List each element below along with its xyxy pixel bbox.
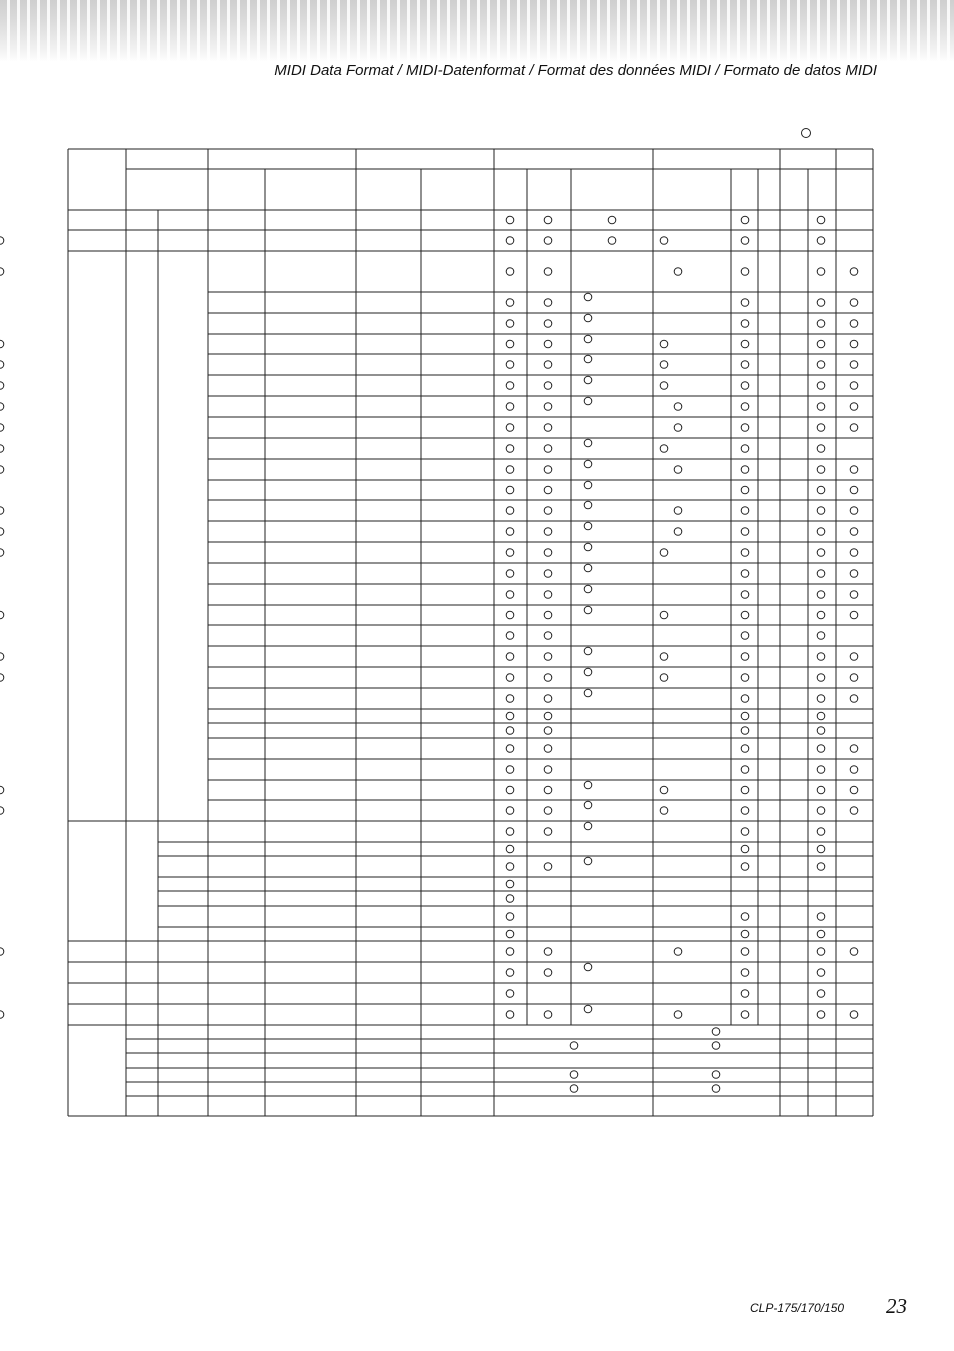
supported-circle-icon <box>570 1071 578 1079</box>
supported-circle-icon <box>817 745 825 753</box>
supported-circle-icon <box>741 216 749 224</box>
supported-circle-icon <box>741 466 749 474</box>
supported-circle-icon <box>506 528 514 536</box>
supported-circle-icon <box>584 689 592 697</box>
supported-circle-icon <box>660 786 668 794</box>
supported-circle-icon <box>584 564 592 572</box>
supported-circle-icon <box>584 781 592 789</box>
supported-circle-icon <box>0 424 4 432</box>
supported-circle-icon <box>544 653 552 661</box>
supported-circle-icon <box>741 828 749 836</box>
supported-circle-icon <box>0 674 4 682</box>
supported-circle-icon <box>850 1011 858 1019</box>
supported-circle-icon <box>741 340 749 348</box>
supported-circle-icon <box>544 340 552 348</box>
supported-circle-icon <box>584 376 592 384</box>
supported-circle-icon <box>570 1042 578 1050</box>
supported-circle-icon <box>741 930 749 938</box>
supported-circle-icon <box>544 632 552 640</box>
supported-circle-icon <box>712 1028 720 1036</box>
supported-circle-icon <box>741 445 749 453</box>
supported-circle-icon <box>674 1011 682 1019</box>
supported-circle-icon <box>817 611 825 619</box>
supported-circle-icon <box>544 445 552 453</box>
supported-circle-icon <box>506 611 514 619</box>
supported-circle-icon <box>0 268 4 276</box>
supported-circle-icon <box>0 1011 4 1019</box>
supported-circle-icon <box>506 990 514 998</box>
supported-circle-icon <box>584 460 592 468</box>
supported-circle-icon <box>674 466 682 474</box>
supported-circle-icon <box>674 268 682 276</box>
supported-circle-icon <box>0 611 4 619</box>
supported-circle-icon <box>544 1011 552 1019</box>
supported-circle-icon <box>850 361 858 369</box>
supported-circle-icon <box>741 766 749 774</box>
supported-circle-icon <box>506 695 514 703</box>
supported-circle-icon <box>741 969 749 977</box>
supported-circle-icon <box>506 766 514 774</box>
supported-circle-icon <box>544 361 552 369</box>
supported-circle-icon <box>544 766 552 774</box>
supported-circle-icon <box>741 807 749 815</box>
supported-circle-icon <box>544 727 552 735</box>
supported-circle-icon <box>660 611 668 619</box>
supported-circle-icon <box>817 807 825 815</box>
supported-circle-icon <box>0 445 4 453</box>
supported-circle-icon <box>817 695 825 703</box>
supported-circle-icon <box>544 807 552 815</box>
supported-circle-icon <box>712 1085 720 1093</box>
supported-circle-icon <box>741 745 749 753</box>
supported-circle-icon <box>584 522 592 530</box>
supported-circle-icon <box>660 382 668 390</box>
supported-circle-icon <box>544 320 552 328</box>
supported-circle-icon <box>544 745 552 753</box>
supported-circle-icon <box>817 674 825 682</box>
supported-circle-icon <box>741 361 749 369</box>
supported-circle-icon <box>584 543 592 551</box>
supported-circle-icon <box>584 293 592 301</box>
supported-circle-icon <box>544 299 552 307</box>
supported-circle-icon <box>506 807 514 815</box>
supported-circle-icon <box>506 895 514 903</box>
supported-circle-icon <box>817 549 825 557</box>
supported-circle-icon <box>0 361 4 369</box>
supported-circle-icon <box>544 507 552 515</box>
supported-circle-icon <box>817 712 825 720</box>
supported-circle-icon <box>584 668 592 676</box>
supported-circle-icon <box>584 397 592 405</box>
supported-circle-icon <box>506 930 514 938</box>
supported-circle-icon <box>817 845 825 853</box>
supported-circle-icon <box>506 727 514 735</box>
supported-circle-icon <box>741 786 749 794</box>
supported-circle-icon <box>544 570 552 578</box>
supported-circle-icon <box>544 828 552 836</box>
supported-circle-icon <box>584 481 592 489</box>
supported-circle-icon <box>850 807 858 815</box>
supported-circle-icon <box>850 766 858 774</box>
supported-circle-icon <box>506 712 514 720</box>
supported-circle-icon <box>850 486 858 494</box>
supported-circle-icon <box>506 340 514 348</box>
table-marks <box>0 216 858 1092</box>
supported-circle-icon <box>817 320 825 328</box>
supported-circle-icon <box>741 653 749 661</box>
supported-circle-icon <box>741 674 749 682</box>
supported-circle-icon <box>506 948 514 956</box>
supported-circle-icon <box>817 445 825 453</box>
supported-circle-icon <box>584 1005 592 1013</box>
supported-circle-icon <box>506 913 514 921</box>
supported-circle-icon <box>660 361 668 369</box>
supported-circle-icon <box>850 528 858 536</box>
supported-circle-icon <box>712 1071 720 1079</box>
supported-circle-icon <box>741 990 749 998</box>
supported-circle-icon <box>544 216 552 224</box>
supported-circle-icon <box>0 237 4 245</box>
supported-circle-icon <box>506 880 514 888</box>
supported-circle-icon <box>850 424 858 432</box>
supported-circle-icon <box>850 674 858 682</box>
supported-circle-icon <box>660 445 668 453</box>
supported-circle-icon <box>741 320 749 328</box>
supported-circle-icon <box>544 863 552 871</box>
supported-circle-icon <box>544 528 552 536</box>
supported-circle-icon <box>741 237 749 245</box>
supported-circle-icon <box>817 403 825 411</box>
supported-circle-icon <box>850 268 858 276</box>
supported-circle-icon <box>850 320 858 328</box>
supported-circle-icon <box>741 948 749 956</box>
supported-circle-icon <box>660 340 668 348</box>
supported-circle-icon <box>817 424 825 432</box>
supported-circle-icon <box>674 948 682 956</box>
supported-circle-icon <box>741 528 749 536</box>
supported-circle-icon <box>817 570 825 578</box>
supported-circle-icon <box>544 695 552 703</box>
supported-circle-icon <box>544 786 552 794</box>
supported-circle-icon <box>817 361 825 369</box>
supported-circle-icon <box>544 486 552 494</box>
supported-circle-icon <box>741 268 749 276</box>
supported-circle-icon <box>850 695 858 703</box>
supported-circle-icon <box>584 647 592 655</box>
supported-circle-icon <box>660 807 668 815</box>
supported-circle-icon <box>570 1085 578 1093</box>
supported-circle-icon <box>850 403 858 411</box>
supported-circle-icon <box>674 403 682 411</box>
supported-circle-icon <box>506 745 514 753</box>
supported-circle-icon <box>660 237 668 245</box>
supported-circle-icon <box>608 216 616 224</box>
supported-circle-icon <box>674 424 682 432</box>
supported-circle-icon <box>506 969 514 977</box>
supported-circle-icon <box>741 382 749 390</box>
supported-circle-icon <box>584 355 592 363</box>
supported-circle-icon <box>817 766 825 774</box>
supported-circle-icon <box>741 611 749 619</box>
table-grid-lines <box>68 149 873 1116</box>
supported-circle-icon <box>850 745 858 753</box>
supported-circle-icon <box>850 507 858 515</box>
supported-circle-icon <box>741 712 749 720</box>
supported-circle-icon <box>817 507 825 515</box>
supported-circle-icon <box>850 299 858 307</box>
supported-circle-icon <box>0 528 4 536</box>
supported-circle-icon <box>817 466 825 474</box>
supported-circle-icon <box>544 674 552 682</box>
supported-circle-icon <box>817 528 825 536</box>
supported-circle-icon <box>544 466 552 474</box>
supported-circle-icon <box>544 403 552 411</box>
supported-circle-icon <box>506 786 514 794</box>
supported-circle-icon <box>674 507 682 515</box>
supported-circle-icon <box>817 990 825 998</box>
supported-circle-icon <box>544 591 552 599</box>
supported-circle-icon <box>506 674 514 682</box>
supported-circle-icon <box>741 507 749 515</box>
supported-circle-icon <box>544 969 552 977</box>
supported-circle-icon <box>741 632 749 640</box>
supported-circle-icon <box>544 237 552 245</box>
supported-circle-icon <box>584 822 592 830</box>
supported-circle-icon <box>817 653 825 661</box>
supported-circle-icon <box>850 466 858 474</box>
supported-circle-icon <box>741 727 749 735</box>
supported-circle-icon <box>608 237 616 245</box>
supported-circle-icon <box>850 570 858 578</box>
supported-circle-icon <box>817 632 825 640</box>
supported-circle-icon <box>506 549 514 557</box>
supported-circle-icon <box>817 591 825 599</box>
supported-circle-icon <box>506 570 514 578</box>
supported-circle-icon <box>506 268 514 276</box>
supported-circle-icon <box>741 299 749 307</box>
supported-circle-icon <box>741 591 749 599</box>
supported-circle-icon <box>584 335 592 343</box>
supported-circle-icon <box>0 403 4 411</box>
supported-circle-icon <box>817 486 825 494</box>
supported-circle-icon <box>506 863 514 871</box>
supported-circle-icon <box>0 382 4 390</box>
supported-circle-icon <box>584 501 592 509</box>
supported-circle-icon <box>506 424 514 432</box>
supported-circle-icon <box>817 237 825 245</box>
supported-circle-icon <box>584 314 592 322</box>
supported-circle-icon <box>850 382 858 390</box>
supported-circle-icon <box>817 969 825 977</box>
supported-circle-icon <box>660 549 668 557</box>
supported-circle-icon <box>506 466 514 474</box>
supported-circle-icon <box>0 948 4 956</box>
supported-circle-icon <box>584 606 592 614</box>
supported-circle-icon <box>544 424 552 432</box>
supported-circle-icon <box>506 653 514 661</box>
supported-circle-icon <box>817 948 825 956</box>
supported-circle-icon <box>817 727 825 735</box>
supported-circle-icon <box>817 828 825 836</box>
supported-circle-icon <box>506 591 514 599</box>
supported-circle-icon <box>741 570 749 578</box>
supported-circle-icon <box>741 845 749 853</box>
supported-circle-icon <box>506 632 514 640</box>
supported-circle-icon <box>741 424 749 432</box>
supported-circle-icon <box>741 695 749 703</box>
model-name: CLP-175/170/150 <box>750 1301 845 1315</box>
supported-circle-icon <box>506 361 514 369</box>
supported-circle-icon <box>584 963 592 971</box>
supported-circle-icon <box>850 611 858 619</box>
supported-circle-icon <box>584 857 592 865</box>
supported-circle-icon <box>817 299 825 307</box>
supported-circle-icon <box>741 549 749 557</box>
supported-circle-icon <box>544 712 552 720</box>
supported-circle-icon <box>506 507 514 515</box>
supported-circle-icon <box>850 591 858 599</box>
supported-circle-icon <box>0 507 4 515</box>
supported-circle-icon <box>506 403 514 411</box>
supported-circle-icon <box>741 403 749 411</box>
supported-circle-icon <box>817 382 825 390</box>
supported-circle-icon <box>741 486 749 494</box>
supported-circle-icon <box>506 320 514 328</box>
supported-circle-icon <box>850 340 858 348</box>
supported-circle-icon <box>741 913 749 921</box>
supported-circle-icon <box>0 340 4 348</box>
supported-circle-icon <box>544 611 552 619</box>
supported-circle-icon <box>506 382 514 390</box>
supported-circle-icon <box>584 801 592 809</box>
supported-circle-icon <box>506 445 514 453</box>
page-number: 23 <box>886 1294 907 1318</box>
supported-circle-icon <box>544 549 552 557</box>
supported-circle-icon <box>741 863 749 871</box>
supported-circle-icon <box>850 948 858 956</box>
supported-circle-icon <box>506 486 514 494</box>
supported-circle-icon <box>674 528 682 536</box>
supported-circle-icon <box>741 1011 749 1019</box>
supported-circle-icon <box>817 268 825 276</box>
supported-circle-icon <box>544 268 552 276</box>
supported-circle-icon <box>817 340 825 348</box>
supported-circle-icon <box>506 845 514 853</box>
supported-circle-icon <box>660 674 668 682</box>
supported-circle-icon <box>506 1011 514 1019</box>
supported-circle-icon <box>0 653 4 661</box>
supported-circle-icon <box>0 786 4 794</box>
supported-circle-icon <box>817 913 825 921</box>
supported-circle-icon <box>506 237 514 245</box>
supported-circle-icon <box>544 948 552 956</box>
supported-circle-icon <box>817 786 825 794</box>
supported-circle-icon <box>660 653 668 661</box>
supported-circle-icon <box>850 653 858 661</box>
supported-circle-icon <box>506 216 514 224</box>
supported-circle-icon <box>712 1042 720 1050</box>
supported-circle-icon <box>506 299 514 307</box>
supported-circle-icon <box>817 1011 825 1019</box>
supported-circle-icon <box>817 930 825 938</box>
supported-circle-icon <box>850 786 858 794</box>
supported-circle-icon <box>0 807 4 815</box>
supported-circle-icon <box>817 863 825 871</box>
supported-circle-icon <box>0 466 4 474</box>
supported-circle-icon <box>584 439 592 447</box>
supported-circle-icon <box>506 828 514 836</box>
supported-circle-icon <box>584 585 592 593</box>
supported-circle-icon <box>0 549 4 557</box>
supported-circle-icon <box>850 549 858 557</box>
page-title: MIDI Data Format / MIDI-Datenformat / Format des données MIDI / Formato de datos MIDI <box>274 62 877 79</box>
supported-circle-icon <box>817 216 825 224</box>
supported-circle-icon <box>544 382 552 390</box>
